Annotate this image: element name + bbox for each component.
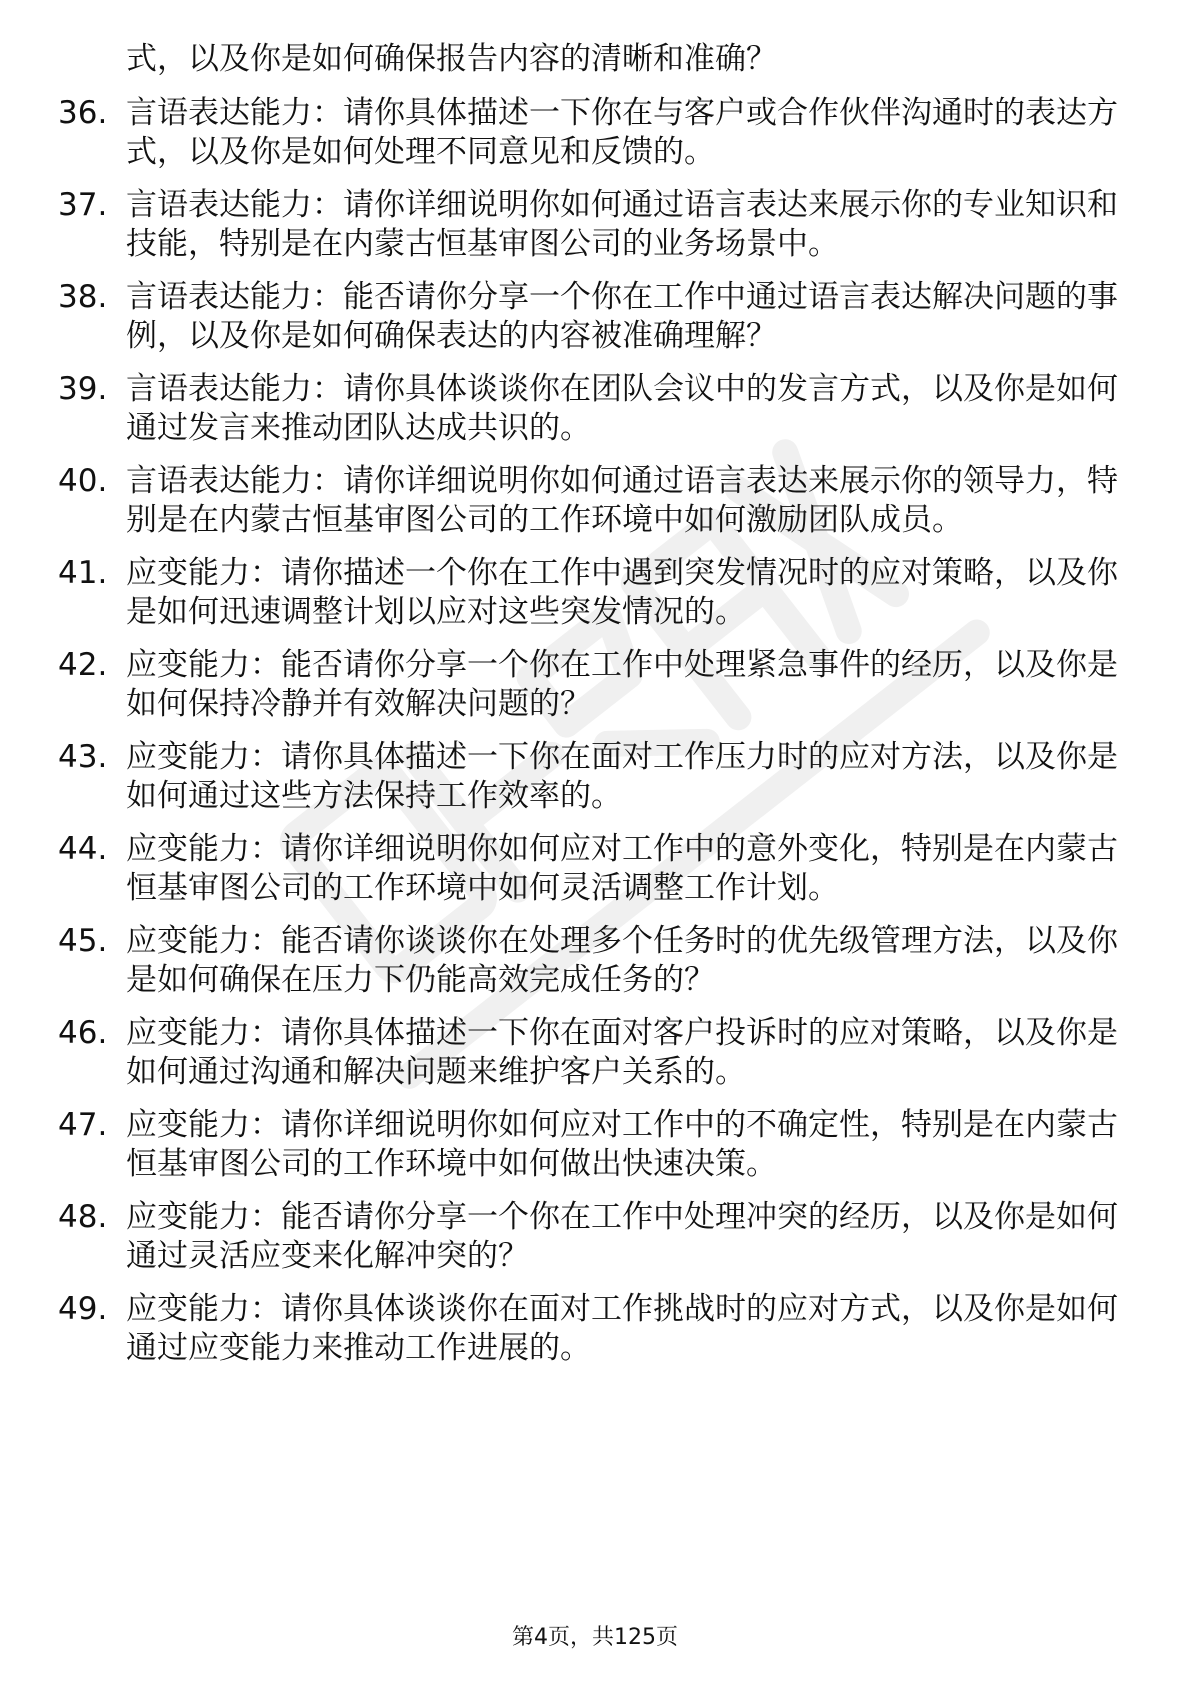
item-number: 37. — [58, 187, 108, 223]
list-item — [0, 922, 1190, 1000]
item-text: 应变能力：请你描述一个你在工作中遇到突发情况时的应对策略，以及你是如何迅速调整计划以应对这些突发情况的。 — [126, 555, 1118, 630]
item-text: 应变能力：请你详细说明你如何应对工作中的不确定性，特别是在内蒙古恒基审图公司的工作环境中如何做出快速决策。 — [126, 1107, 1118, 1182]
item-text: 应变能力：请你详细说明你如何应对工作中的意外变化，特别是在内蒙古恒基审图公司的工作环境中如何灵活调整工作计划。 — [126, 831, 1118, 906]
item-text: 应变能力：请你具体谈谈你在面对工作挑战时的应对方式，以及你是如何通过应变能力来推动工作进展的。 — [126, 1291, 1118, 1366]
list-item — [0, 738, 1190, 816]
list-item — [0, 462, 1190, 540]
item-number: 36. — [58, 95, 108, 131]
item-number: 47. — [58, 1107, 108, 1143]
list-item — [0, 278, 1190, 356]
item-number: 46. — [58, 1015, 108, 1051]
item-number: 41. — [58, 555, 108, 591]
item-number: 48. — [58, 1199, 108, 1235]
page-footer: 第4页，共125页 — [512, 1625, 678, 1650]
item-text: 言语表达能力：请你详细说明你如何通过语言表达来展示你的专业知识和技能，特别是在内蒙古恒基审图公司的业务场景中。 — [126, 187, 1118, 262]
list-item — [0, 1014, 1190, 1092]
item-text: 言语表达能力：请你具体谈谈你在团队会议中的发言方式，以及你是如何通过发言来推动团队达成共识的。 — [126, 371, 1118, 446]
item-text: 言语表达能力：能否请你分享一个你在工作中通过语言表达解决问题的事例，以及你是如何确保表达的内容被准确理解？ — [126, 279, 1118, 354]
item-text: 应变能力：请你具体描述一下你在面对客户投诉时的应对策略，以及你是如何通过沟通和解决问题来维护客户关系的。 — [126, 1015, 1118, 1090]
list-item — [0, 186, 1190, 264]
list-item — [0, 1106, 1190, 1184]
list-item — [0, 1290, 1190, 1368]
item-text: 言语表达能力：请你具体描述一下你在与客户或合作伙伴沟通时的表达方式，以及你是如何处理不同意见和反馈的。 — [126, 95, 1118, 170]
list-item — [0, 830, 1190, 908]
document-body — [0, 40, 1190, 1382]
item-number: 49. — [58, 1291, 108, 1327]
item-number: 40. — [58, 463, 108, 499]
list-item — [0, 1198, 1190, 1276]
item-number: 39. — [58, 371, 108, 407]
continuation-text: 式，以及你是如何确保报告内容的清晰和准确？ — [126, 41, 777, 77]
list-item — [0, 554, 1190, 632]
item-number: 44. — [58, 831, 108, 867]
item-text: 应变能力：能否请你分享一个你在工作中处理冲突的经历，以及你是如何通过灵活应变来化解冲突的？ — [126, 1199, 1118, 1274]
list-item — [0, 646, 1190, 724]
item-text: 言语表达能力：请你详细说明你如何通过语言表达来展示你的领导力，特别是在内蒙古恒基审图公司的工作环境中如何激励团队成员。 — [126, 463, 1118, 538]
item-number: 43. — [58, 739, 108, 775]
item-text: 应变能力：能否请你谈谈你在处理多个任务时的优先级管理方法，以及你是如何确保在压力下仍能高效完成任务的？ — [126, 923, 1118, 998]
item-number: 38. — [58, 279, 108, 315]
list-item — [0, 94, 1190, 172]
list-item — [0, 370, 1190, 448]
item-number: 45. — [58, 923, 108, 959]
item-number: 42. — [58, 647, 108, 683]
item-text: 应变能力：能否请你分享一个你在工作中处理紧急事件的经历，以及你是如何保持冷静并有效解决问题的？ — [126, 647, 1118, 722]
item-text: 应变能力：请你具体描述一下你在面对工作压力时的应对方法，以及你是如何通过这些方法保持工作效率的。 — [126, 739, 1118, 814]
